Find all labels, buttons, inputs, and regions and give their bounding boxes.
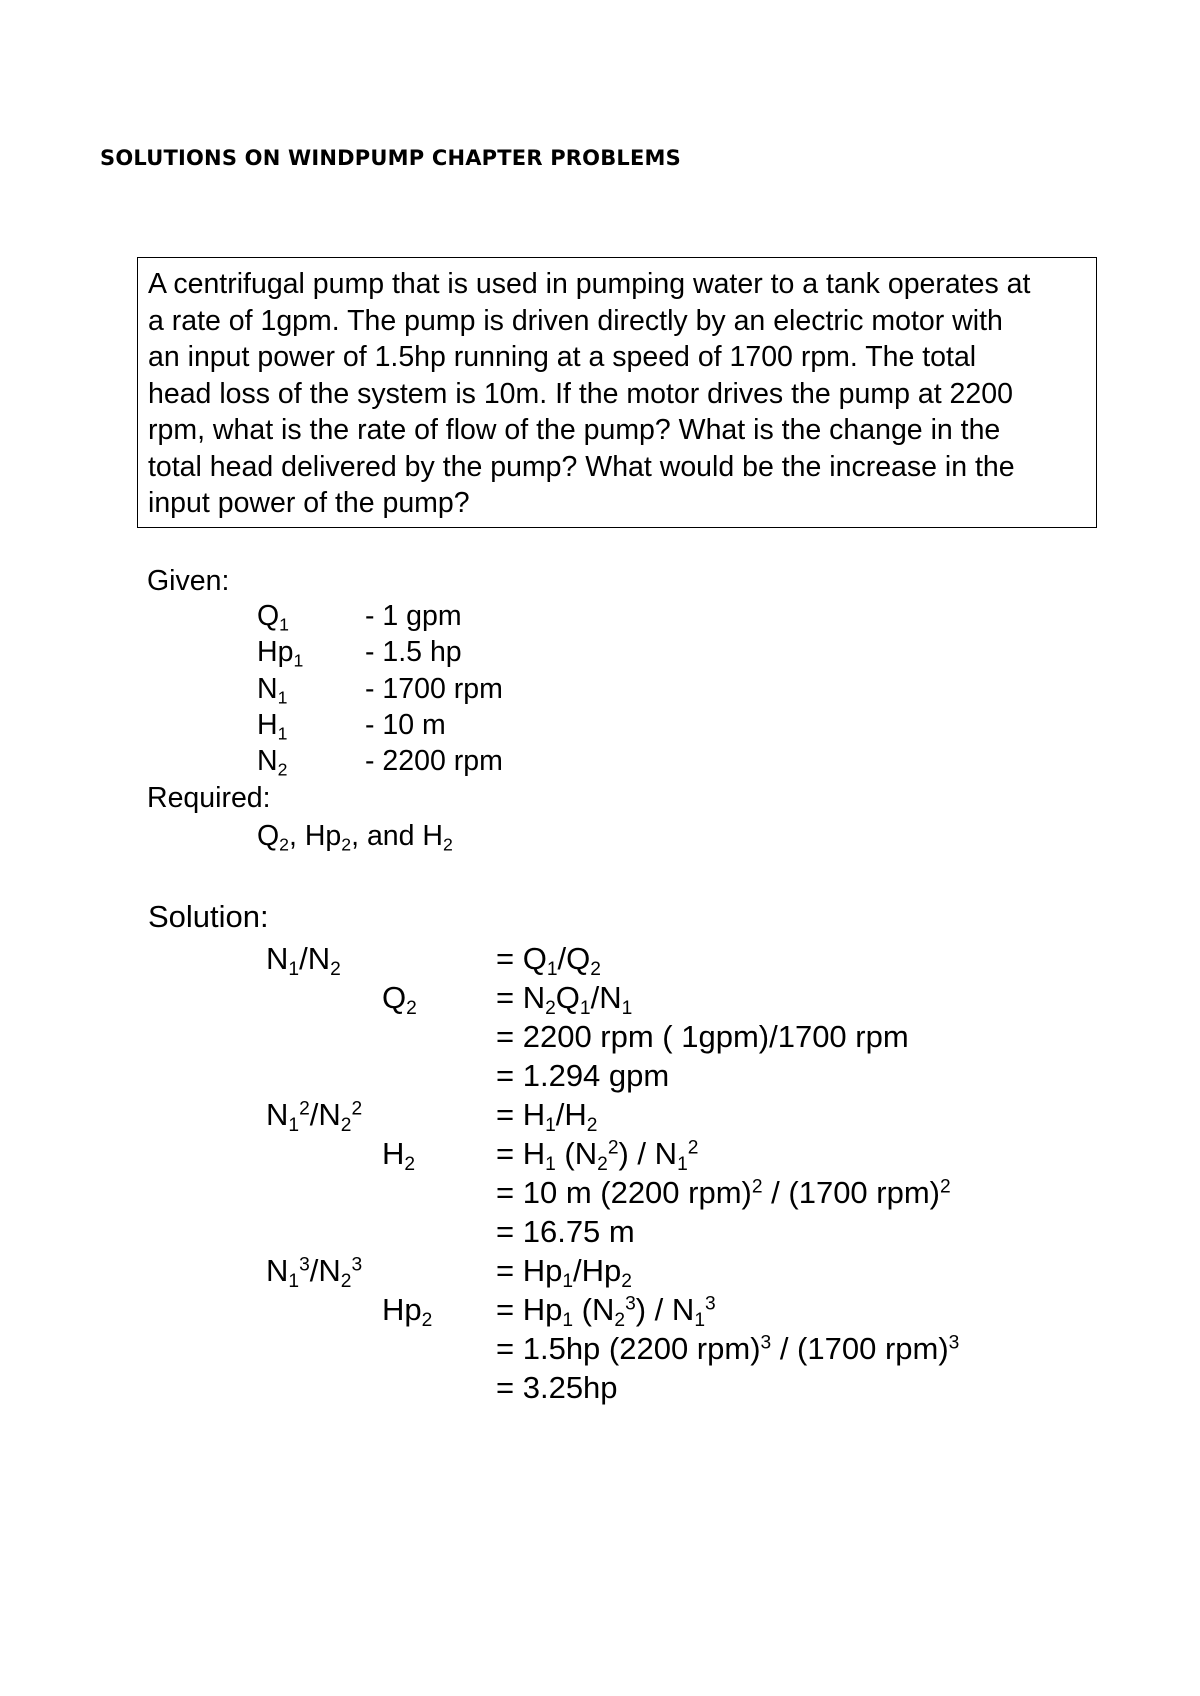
equation-line: = $Hp_1$ $(N_2^3) / N_1^3$ [496, 1292, 716, 1331]
equation-line: = $H_1/H_2$ [496, 1097, 598, 1136]
page-title: SOLUTIONS ON WINDPUMP CHAPTER PROBLEMS [100, 146, 681, 170]
equation-line: = $Q_1/Q_2$ [496, 941, 601, 980]
problem-line: A centrifugal pump that is used in pumping water to a tank operates at [148, 268, 1031, 300]
ratio-n1-n2: $N_1/N_2$ [266, 941, 341, 980]
equation-line: = 1.5hp (2200 rpm)$^3$ / (1700 rpm)$^3$ [496, 1331, 960, 1366]
given-symbol: $Q_1$ [257, 600, 289, 635]
equation-line: = 10 m (2200 rpm)$^2$ / (1700 rpm)$^2$ [496, 1175, 951, 1210]
problem-line: input power of the pump? [148, 487, 470, 519]
given-value: - 1700 rpm [365, 673, 503, 705]
problem-line: total head delivered by the pump? What would be the increase in the [148, 450, 1015, 483]
given-heading: Given: [147, 565, 230, 597]
problem-line: a rate of 1gpm. The pump is driven directly by an electric motor with [148, 304, 1003, 337]
problem-line: head loss of the system is 10m. If the motor drives the pump at 2200 [148, 377, 1013, 410]
variable-hp2: $Hp_2$ [382, 1292, 433, 1331]
ratio-n1-n2-squared: $N_1^2/N_2^2$ [266, 1097, 363, 1136]
variable-h2: $H_2$ [382, 1136, 416, 1175]
given-value: - 1.5 hp [365, 636, 462, 668]
result-q2: = 1.294 gpm [496, 1058, 670, 1093]
ratio-n1-n2-cubed: $N_1^3/N_2^3$ [266, 1253, 363, 1292]
given-value: - 1 gpm [365, 600, 462, 632]
given-symbol: $N_1$ [257, 673, 288, 708]
equation-line: = $N_2Q_1/N_1$ [496, 980, 633, 1019]
variable-q2: $Q_2$ [382, 980, 417, 1019]
required-heading: Required: [147, 782, 271, 814]
given-symbol: $N_2$ [257, 745, 288, 780]
result-h2: = 16.75 m [496, 1214, 635, 1249]
result-hp2: = 3.25hp [496, 1370, 618, 1405]
problem-statement-box [137, 257, 1097, 528]
solution-heading: Solution: [148, 899, 269, 934]
given-value: - 2200 rpm [365, 745, 503, 777]
required-values: $Q_2$, $Hp_2$, and $H_2$ [257, 820, 453, 855]
given-symbol: $H_1$ [257, 709, 288, 744]
problem-line: rpm, what is the rate of flow of the pump? What is the change in the [148, 414, 1001, 446]
equation-line: = $H_1$ $(N_2^2) / N_1^2$ [496, 1136, 699, 1175]
equation-line: = 2200 rpm ( 1gpm)/1700 rpm [496, 1019, 909, 1054]
problem-line: an input power of 1.5hp running at a speed of 1700 rpm. The total [148, 341, 977, 373]
equation-line: = $Hp_1/Hp_2$ [496, 1253, 632, 1292]
given-value: - 10 m [365, 709, 446, 741]
given-symbol: $Hp_1$ [257, 636, 304, 671]
